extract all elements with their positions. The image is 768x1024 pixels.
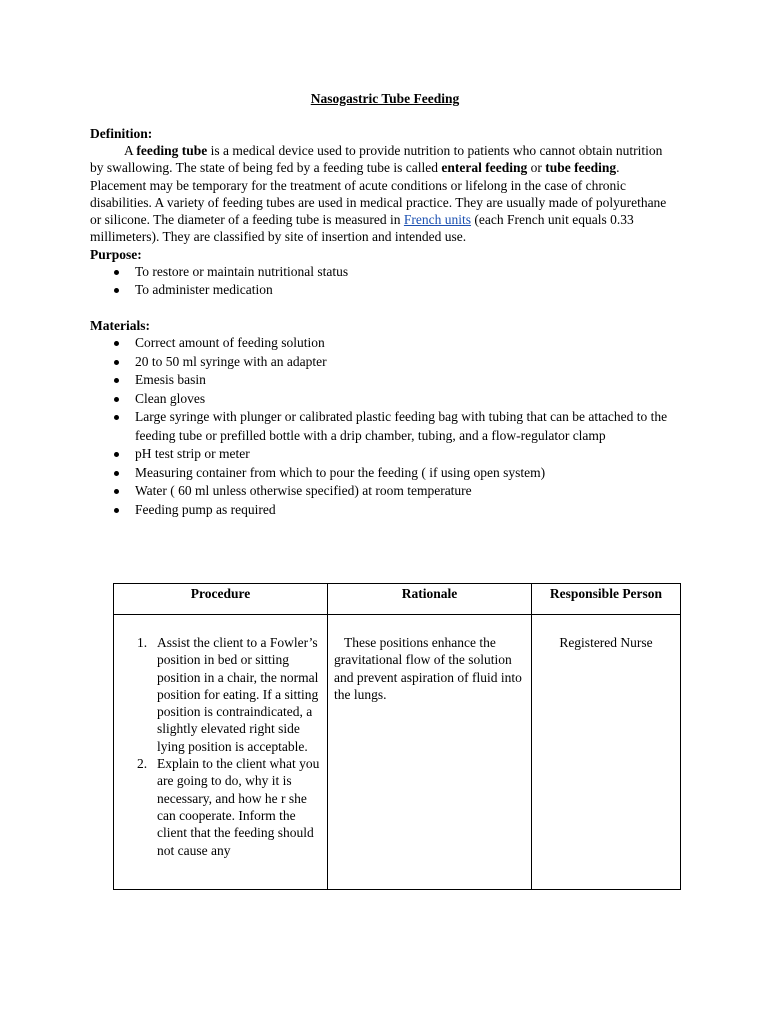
french-units-link[interactable]: French units <box>403 212 472 228</box>
bullet-icon <box>114 471 119 476</box>
header-rationale: Rationale <box>328 584 532 615</box>
table-row <box>114 615 681 890</box>
list-item-text: Correct amount of feeding solution <box>135 334 325 350</box>
step-text: Explain to the client what you are going to do, why it is necessary, and how he r she can cooperate. Inform the client that the feeding should not cause any <box>157 756 320 858</box>
list-item-text: 20 to 50 ml syringe with an adapter <box>135 353 327 369</box>
list-item <box>90 371 670 390</box>
step-text: Assist the client to a Fowler’s position in bed or sitting position in a chair, the normal position for eating. If a sitting position is contraindicated, a slightly elevated right side lying position is acceptable. <box>157 635 319 754</box>
definition-text: (each French unit equals 0.33 millimeters). They are classified by site of insertion and intended use. <box>90 212 634 245</box>
procedure-step <box>114 634 327 755</box>
procedure-cell <box>114 615 328 890</box>
spacer <box>90 300 680 317</box>
definition-paragraph <box>90 142 670 246</box>
list-item-text: Water ( 60 ml unless otherwise specified) at room temperature <box>135 483 472 499</box>
bullet-icon <box>114 489 119 494</box>
list-item-text: Feeding pump as required <box>135 501 276 517</box>
list-item <box>90 445 670 464</box>
procedure-step <box>114 755 327 859</box>
bullet-icon <box>114 341 119 346</box>
list-item-text: To restore or maintain nutritional status <box>135 263 349 279</box>
term-feeding-tube: feeding tube <box>136 143 208 158</box>
materials-list <box>90 334 680 520</box>
responsible-person-text: Registered Nurse <box>559 635 653 650</box>
list-item-text: pH test strip or meter <box>135 446 250 462</box>
document-page <box>90 90 680 520</box>
bullet-icon <box>114 378 119 383</box>
list-item <box>90 501 670 520</box>
list-item-text: To administer medication <box>135 282 273 298</box>
purpose-list <box>90 263 680 300</box>
list-item <box>90 390 670 409</box>
materials-heading: Materials: <box>90 317 150 333</box>
step-number: 2. <box>137 756 148 772</box>
list-item-text: Large syringe with plunger or calibrated plastic feeding bag with tubing that can be attached to the feeding tube or prefilled bottle with a drip chamber, tubing, and a flow-regulator clamp <box>135 409 668 443</box>
list-item-text: Clean gloves <box>135 390 206 406</box>
definition-text: A <box>124 143 137 158</box>
header-responsible-person: Responsible Person <box>532 584 681 615</box>
bullet-icon <box>114 452 119 457</box>
list-item <box>90 353 670 372</box>
list-item <box>90 482 670 501</box>
bullet-icon <box>114 415 119 420</box>
bullet-icon <box>114 360 119 365</box>
table-header-row <box>114 584 681 615</box>
definition-text: or <box>527 160 546 176</box>
list-item-text: Emesis basin <box>135 372 206 388</box>
list-item <box>90 334 670 353</box>
bullet-icon <box>114 288 119 293</box>
procedure-table <box>113 583 681 890</box>
list-item <box>90 408 670 445</box>
purpose-heading: Purpose: <box>90 246 142 262</box>
bullet-icon <box>114 270 119 275</box>
bullet-icon <box>114 397 119 402</box>
responsible-person-cell <box>532 615 681 890</box>
term-tube-feeding: tube feeding <box>545 160 617 176</box>
list-item <box>90 263 670 282</box>
list-item-text: Measuring container from which to pour the feeding ( if using open system) <box>135 464 546 480</box>
definition-heading: Definition: <box>90 126 153 141</box>
document-title: Nasogastric Tube Feeding <box>310 91 460 106</box>
list-item <box>90 281 670 300</box>
bullet-icon <box>114 508 119 513</box>
rationale-cell <box>328 615 532 890</box>
header-procedure: Procedure <box>114 584 328 615</box>
definition-text: . Placement may be temporary for the treatment of acute conditions or lifelong in the case of chronic disabilities. A variety of feeding tubes are used in medical practice. They are usually made of polyurethane or silicone. The diameter of a feeding tube is measured in <box>90 160 667 228</box>
term-enteral-feeding: enteral feeding <box>441 160 528 176</box>
rationale-text: These positions enhance the gravitational flow of the solution and prevent aspiration of fluid into the lungs. <box>334 635 522 702</box>
procedure-steps <box>114 634 327 859</box>
list-item <box>90 464 670 483</box>
step-number: 1. <box>137 635 148 650</box>
definition-text: is a medical device used to provide nutrition to patients who cannot obtain nutrition by swallowing. The state of being fed by a feeding tube is called <box>90 143 663 176</box>
